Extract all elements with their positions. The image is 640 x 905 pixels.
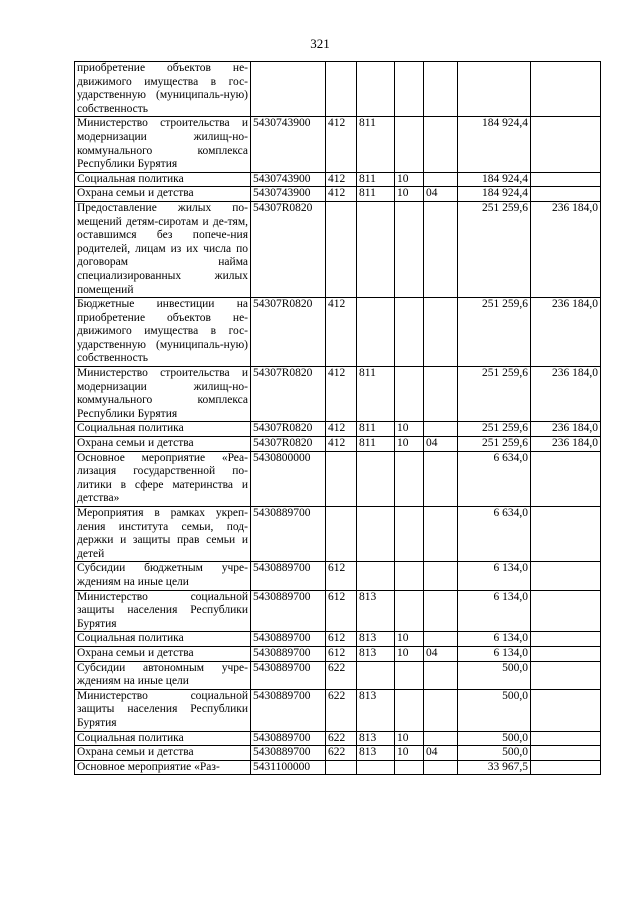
table-row [75, 172, 601, 187]
subsection-cell [424, 451, 458, 506]
target-article-cell: 5430743900 [251, 117, 326, 172]
budget-table [74, 61, 601, 775]
section-cell [395, 62, 424, 117]
target-article-cell: 54307R0820 [251, 437, 326, 452]
table-row [75, 298, 601, 367]
target-article-cell: 54307R0820 [251, 298, 326, 367]
subsection-cell [424, 422, 458, 437]
expense-name-cell: Социальная политика [75, 632, 251, 647]
section-cell: 10 [395, 746, 424, 761]
target-article-cell: 5430889700 [251, 661, 326, 689]
subsection-cell [424, 689, 458, 731]
expense-name-cell: Охрана семьи и детства [75, 187, 251, 202]
expense-type-cell [326, 760, 357, 775]
expense-type-cell: 622 [326, 689, 357, 731]
amount-year2-cell: 236 184,0 [531, 367, 601, 422]
amount-year1-cell: 184 924,4 [458, 117, 531, 172]
section-cell [395, 451, 424, 506]
amount-year2-cell [531, 689, 601, 731]
table-row [75, 367, 601, 422]
expense-type-cell: 622 [326, 731, 357, 746]
amount-year1-cell: 184 924,4 [458, 187, 531, 202]
amount-year1-cell: 6 634,0 [458, 451, 531, 506]
expense-type-cell: 412 [326, 187, 357, 202]
expense-type-cell [326, 201, 357, 297]
amount-year1-cell [458, 62, 531, 117]
expense-type-cell: 622 [326, 661, 357, 689]
amount-year2-cell [531, 632, 601, 647]
expense-name-cell: Министерство строительства и модернизации жилищ-но-коммунального комплекса Республики Бурятия [75, 117, 251, 172]
table-row [75, 187, 601, 202]
subsection-cell [424, 562, 458, 590]
target-article-cell: 5430743900 [251, 172, 326, 187]
expense-type-cell: 412 [326, 117, 357, 172]
expense-name-cell: Предоставление жилых по-мещений детям-сиротам и де-тям, оставшимся без попече-ния родителей, лицам из их числа по договорам найма специализированных жилых помещений [75, 201, 251, 297]
target-article-cell: 5430889700 [251, 731, 326, 746]
department-code-cell: 813 [357, 746, 395, 761]
target-article-cell: 5430889700 [251, 507, 326, 562]
amount-year1-cell: 6 634,0 [458, 507, 531, 562]
expense-type-cell: 412 [326, 298, 357, 367]
section-cell [395, 689, 424, 731]
department-code-cell: 813 [357, 632, 395, 647]
department-code-cell: 811 [357, 422, 395, 437]
amount-year1-cell: 251 259,6 [458, 422, 531, 437]
amount-year1-cell: 500,0 [458, 661, 531, 689]
expense-type-cell: 612 [326, 590, 357, 632]
amount-year2-cell: 236 184,0 [531, 201, 601, 297]
target-article-cell: 5430889700 [251, 590, 326, 632]
department-code-cell [357, 760, 395, 775]
department-code-cell [357, 298, 395, 367]
department-code-cell [357, 451, 395, 506]
amount-year1-cell: 6 134,0 [458, 632, 531, 647]
section-cell: 10 [395, 422, 424, 437]
table-row [75, 422, 601, 437]
amount-year2-cell [531, 187, 601, 202]
section-cell [395, 507, 424, 562]
department-code-cell [357, 201, 395, 297]
expense-name-cell: Основное мероприятие «Реа-лизация государственной по-литики в сфере материнства и детства» [75, 451, 251, 506]
subsection-cell [424, 298, 458, 367]
amount-year1-cell: 251 259,6 [458, 437, 531, 452]
subsection-cell [424, 62, 458, 117]
department-code-cell [357, 507, 395, 562]
table-row [75, 689, 601, 731]
section-cell [395, 661, 424, 689]
expense-type-cell: 412 [326, 422, 357, 437]
amount-year2-cell: 236 184,0 [531, 437, 601, 452]
expense-name-cell: Министерство строительства и модернизации жилищ-но-коммунального комплекса Республики Бурятия [75, 367, 251, 422]
section-cell: 10 [395, 172, 424, 187]
expense-name-cell: Министерство социальной защиты населения Республики Бурятия [75, 590, 251, 632]
amount-year1-cell: 33 967,5 [458, 760, 531, 775]
amount-year2-cell [531, 731, 601, 746]
amount-year2-cell [531, 451, 601, 506]
target-article-cell [251, 62, 326, 117]
expense-name-cell: Охрана семьи и детства [75, 437, 251, 452]
expense-type-cell: 612 [326, 562, 357, 590]
section-cell [395, 117, 424, 172]
section-cell: 10 [395, 632, 424, 647]
target-article-cell: 5430889700 [251, 562, 326, 590]
amount-year1-cell: 251 259,6 [458, 367, 531, 422]
target-article-cell: 5430889700 [251, 689, 326, 731]
amount-year1-cell: 184 924,4 [458, 172, 531, 187]
target-article-cell: 5430889700 [251, 746, 326, 761]
amount-year1-cell: 6 134,0 [458, 590, 531, 632]
subsection-cell [424, 117, 458, 172]
expense-type-cell: 612 [326, 632, 357, 647]
amount-year2-cell [531, 661, 601, 689]
table-row [75, 646, 601, 661]
expense-name-cell: Социальная политика [75, 731, 251, 746]
department-code-cell: 811 [357, 117, 395, 172]
expense-type-cell: 612 [326, 646, 357, 661]
amount-year2-cell [531, 62, 601, 117]
department-code-cell: 813 [357, 590, 395, 632]
target-article-cell: 5430889700 [251, 632, 326, 647]
subsection-cell [424, 760, 458, 775]
section-cell: 10 [395, 187, 424, 202]
subsection-cell [424, 632, 458, 647]
section-cell [395, 562, 424, 590]
expense-type-cell: 412 [326, 367, 357, 422]
expense-type-cell: 622 [326, 746, 357, 761]
amount-year1-cell: 251 259,6 [458, 201, 531, 297]
table-row [75, 731, 601, 746]
table-row [75, 117, 601, 172]
target-article-cell: 54307R0820 [251, 422, 326, 437]
subsection-cell [424, 507, 458, 562]
department-code-cell: 813 [357, 646, 395, 661]
subsection-cell [424, 661, 458, 689]
amount-year1-cell: 6 134,0 [458, 562, 531, 590]
table-row [75, 62, 601, 117]
table-row [75, 590, 601, 632]
table-row [75, 201, 601, 297]
section-cell [395, 590, 424, 632]
target-article-cell: 54307R0820 [251, 367, 326, 422]
table-row [75, 632, 601, 647]
amount-year2-cell [531, 562, 601, 590]
table-row [75, 661, 601, 689]
expense-name-cell: приобретение объектов не-движимого имущества в гос-ударственную (муниципаль-ную) собственность [75, 62, 251, 117]
amount-year1-cell: 251 259,6 [458, 298, 531, 367]
expense-name-cell: Мероприятия в рамках укреп-ления института семьи, под-держки и защиты прав семьи и детей [75, 507, 251, 562]
department-code-cell: 811 [357, 437, 395, 452]
target-article-cell: 54307R0820 [251, 201, 326, 297]
expense-type-cell [326, 62, 357, 117]
table-row [75, 451, 601, 506]
expense-type-cell [326, 507, 357, 562]
amount-year1-cell: 500,0 [458, 689, 531, 731]
section-cell [395, 760, 424, 775]
amount-year1-cell: 6 134,0 [458, 646, 531, 661]
expense-name-cell: Охрана семьи и детства [75, 646, 251, 661]
department-code-cell: 813 [357, 689, 395, 731]
expense-name-cell: Охрана семьи и детства [75, 746, 251, 761]
subsection-cell [424, 731, 458, 746]
amount-year1-cell: 500,0 [458, 731, 531, 746]
subsection-cell [424, 367, 458, 422]
department-code-cell: 811 [357, 367, 395, 422]
amount-year2-cell [531, 590, 601, 632]
expense-name-cell: Бюджетные инвестиции на приобретение объектов не-движимого имущества в гос-ударственную (муниципаль-ную) собственность [75, 298, 251, 367]
amount-year2-cell [531, 746, 601, 761]
subsection-cell [424, 590, 458, 632]
subsection-cell: 04 [424, 187, 458, 202]
target-article-cell: 5430743900 [251, 187, 326, 202]
amount-year2-cell [531, 646, 601, 661]
section-cell [395, 201, 424, 297]
expense-type-cell: 412 [326, 437, 357, 452]
subsection-cell: 04 [424, 746, 458, 761]
subsection-cell [424, 172, 458, 187]
amount-year1-cell: 500,0 [458, 746, 531, 761]
table-row [75, 437, 601, 452]
table-row [75, 507, 601, 562]
section-cell [395, 298, 424, 367]
expense-name-cell: Субсидии бюджетным учре-ждениям на иные цели [75, 562, 251, 590]
subsection-cell: 04 [424, 646, 458, 661]
table-row [75, 746, 601, 761]
table-row [75, 760, 601, 775]
amount-year2-cell [531, 172, 601, 187]
expense-name-cell: Основное мероприятие «Раз- [75, 760, 251, 775]
section-cell [395, 367, 424, 422]
section-cell: 10 [395, 646, 424, 661]
department-code-cell [357, 661, 395, 689]
amount-year2-cell [531, 507, 601, 562]
expense-type-cell [326, 451, 357, 506]
section-cell: 10 [395, 731, 424, 746]
subsection-cell: 04 [424, 437, 458, 452]
expense-name-cell: Субсидии автономным учре-ждениям на иные цели [75, 661, 251, 689]
section-cell: 10 [395, 437, 424, 452]
table-row [75, 562, 601, 590]
amount-year2-cell: 236 184,0 [531, 298, 601, 367]
amount-year2-cell: 236 184,0 [531, 422, 601, 437]
amount-year2-cell [531, 117, 601, 172]
department-code-cell: 811 [357, 187, 395, 202]
target-article-cell: 5430800000 [251, 451, 326, 506]
amount-year2-cell [531, 760, 601, 775]
target-article-cell: 5430889700 [251, 646, 326, 661]
target-article-cell: 5431100000 [251, 760, 326, 775]
expense-name-cell: Социальная политика [75, 422, 251, 437]
department-code-cell: 811 [357, 172, 395, 187]
page-number: 321 [310, 36, 330, 51]
expense-type-cell: 412 [326, 172, 357, 187]
department-code-cell: 813 [357, 731, 395, 746]
subsection-cell [424, 201, 458, 297]
expense-name-cell: Социальная политика [75, 172, 251, 187]
expense-name-cell: Министерство социальной защиты населения Республики Бурятия [75, 689, 251, 731]
department-code-cell [357, 62, 395, 117]
department-code-cell [357, 562, 395, 590]
